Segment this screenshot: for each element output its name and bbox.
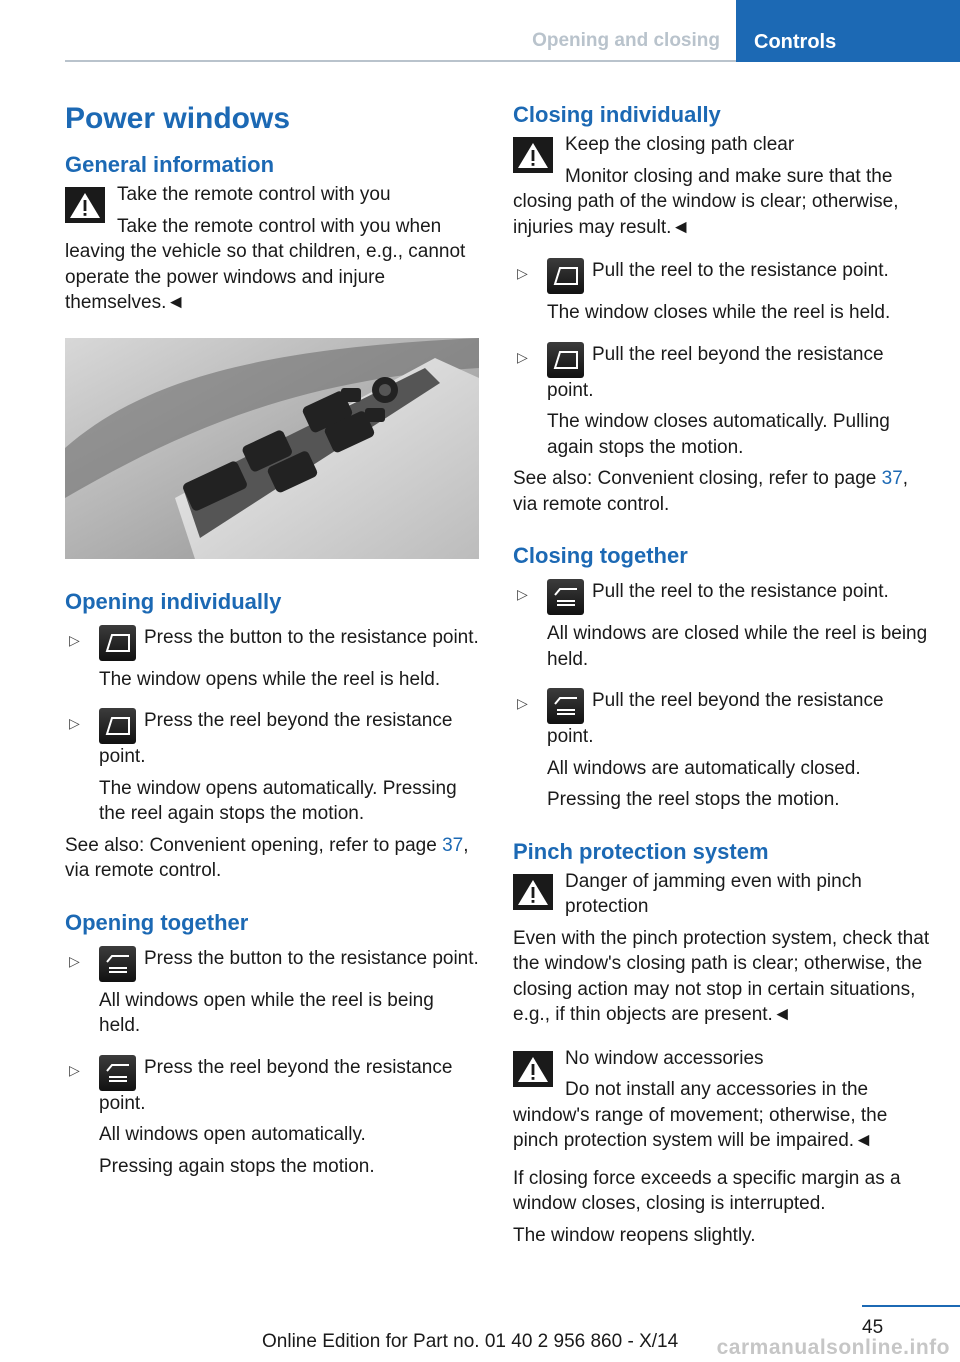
list-item bbox=[65, 946, 479, 1039]
list-item-text: Press the reel beyond the resistance point. bbox=[99, 1056, 453, 1114]
list-item-text: Press the reel beyond the resistance point. bbox=[99, 710, 453, 767]
list-item-text: Press the button to the resistance point. bbox=[144, 947, 479, 969]
left-column bbox=[65, 100, 479, 1179]
bullet-arrow-icon: ▷ bbox=[69, 1061, 80, 1078]
warning-icon bbox=[65, 187, 105, 223]
closing-together-list bbox=[513, 579, 933, 813]
list-item bbox=[65, 1055, 479, 1180]
closing-individually-heading: Closing individually bbox=[513, 102, 721, 127]
page-title: Power windows bbox=[65, 102, 291, 135]
warning-title: Danger of jamming even with pinch protection bbox=[565, 870, 862, 917]
bullet-arrow-icon: ▷ bbox=[517, 348, 528, 365]
bullet-arrow-icon: ▷ bbox=[517, 695, 528, 711]
closing-together-heading: Closing together bbox=[513, 543, 688, 568]
warning-remote-control bbox=[65, 180, 479, 316]
list-item-subtext: The window opens automatically. Pressing the reel again stops the motion. bbox=[99, 777, 457, 824]
warning-icon bbox=[513, 137, 553, 173]
list-item-subtext: All windows open while the reel is being held. bbox=[99, 989, 434, 1036]
list-item-subtext: Pressing the reel stops the motion. bbox=[547, 789, 840, 810]
page-number: 45 bbox=[862, 1317, 884, 1338]
warning-title: Take the remote control with you bbox=[117, 184, 391, 205]
opening-individually-list bbox=[65, 625, 479, 827]
warning-text: Do not install any accessories in the window's range of movement; otherwise, the pinch protection system will be impaired.◄ bbox=[513, 1079, 888, 1151]
see-also-text: , via remote control. bbox=[65, 834, 469, 881]
warning-title: Keep the closing path clear bbox=[565, 134, 795, 155]
list-item bbox=[65, 708, 479, 827]
list-item-subtext: The window opens while the reel is held. bbox=[99, 668, 441, 690]
window-close-button-icon bbox=[547, 342, 584, 378]
reopens-paragraph: The window reopens slightly. bbox=[513, 1224, 756, 1246]
bullet-arrow-icon: ▷ bbox=[69, 715, 80, 731]
general-information-heading: General information bbox=[65, 152, 275, 177]
list-item-subtext: The window closes while the reel is held. bbox=[547, 302, 891, 323]
warning-accessories bbox=[513, 1044, 933, 1154]
opening-together-heading: Opening together bbox=[65, 909, 249, 935]
header-section-title: Opening and closing bbox=[532, 30, 720, 51]
see-also-text: , via remote control. bbox=[513, 468, 909, 515]
list-item bbox=[65, 625, 479, 693]
list-item bbox=[513, 579, 933, 672]
window-close-button-icon bbox=[547, 258, 584, 294]
list-item-subtext: All windows are automatically closed. bbox=[547, 757, 861, 779]
right-column bbox=[513, 100, 933, 1248]
opening-together-list bbox=[65, 946, 479, 1180]
bullet-arrow-icon: ▷ bbox=[69, 631, 80, 648]
list-item-text: Pull the reel beyond the resistance point. bbox=[547, 690, 884, 747]
list-item-subtext: The window closes automatically. Pulling again stops the motion. bbox=[547, 411, 890, 458]
see-also-opening bbox=[65, 833, 479, 884]
all-windows-button-icon bbox=[547, 688, 584, 724]
list-item bbox=[513, 258, 933, 326]
header-tab-controls[interactable]: Controls bbox=[736, 0, 960, 62]
see-also-closing bbox=[513, 466, 933, 517]
list-item-subtext: Pressing again stops the motion. bbox=[99, 1155, 375, 1177]
list-item-text: Pull the reel to the resistance point. bbox=[592, 260, 889, 281]
warning-jamming bbox=[513, 867, 933, 1028]
warning-text: Even with the pinch protection system, check that the window's closing path is clear; otherwise, the closing action may not stop in certain situations, e.g., if thin objects are present.◄ bbox=[513, 927, 930, 1025]
edition-footer: Online Edition for Part no. 01 40 2 956 860 - X/14 bbox=[262, 1331, 679, 1352]
footer-rule bbox=[862, 1305, 960, 1307]
see-also-text: See also: Convenient opening, refer to page bbox=[65, 834, 443, 856]
warning-icon bbox=[513, 1051, 553, 1087]
list-item bbox=[513, 342, 933, 461]
bullet-arrow-icon: ▷ bbox=[69, 952, 80, 969]
closing-force-paragraph: If closing force exceeds a specific margin as a window closes, closing is interrupted. bbox=[513, 1167, 901, 1214]
list-item-subtext: All windows are closed while the reel is being held. bbox=[547, 623, 928, 670]
list-item-text: Press the button to the resistance point. bbox=[144, 626, 479, 648]
all-windows-button-icon bbox=[547, 579, 584, 615]
see-also-text: See also: Convenient closing, refer to page bbox=[513, 468, 882, 489]
warning-text: Monitor closing and make sure that the closing path of the window is clear; otherwise, injuries may result.◄ bbox=[513, 165, 899, 238]
page-link[interactable]: 37 bbox=[442, 834, 464, 856]
warning-icon bbox=[513, 874, 553, 910]
all-windows-button-icon bbox=[99, 1055, 136, 1091]
list-item-subtext: All windows open automatically. bbox=[99, 1124, 366, 1145]
window-switch-photo bbox=[65, 338, 479, 559]
opening-individually-heading: Opening individually bbox=[65, 588, 282, 614]
page-link[interactable]: 37 bbox=[881, 468, 903, 489]
window-open-button-icon bbox=[99, 625, 136, 661]
warning-title: No window accessories bbox=[565, 1047, 764, 1069]
warning-closing-path bbox=[513, 130, 933, 240]
watermark: carmanualsonline.info bbox=[716, 1336, 950, 1359]
closing-individually-list bbox=[513, 258, 933, 460]
warning-text: Take the remote control with you when leaving the vehicle so that children, e.g., cannot operate the power windows and injure themselves.◄ bbox=[65, 215, 466, 313]
list-item-text: Pull the reel beyond the resistance point. bbox=[547, 343, 884, 401]
list-item bbox=[513, 688, 933, 813]
bullet-arrow-icon: ▷ bbox=[517, 586, 528, 602]
window-open-button-icon bbox=[99, 708, 136, 744]
all-windows-button-icon bbox=[99, 946, 136, 982]
bullet-arrow-icon: ▷ bbox=[517, 265, 528, 281]
list-item-text: Pull the reel to the resistance point. bbox=[592, 581, 889, 602]
pinch-protection-heading: Pinch protection system bbox=[513, 838, 769, 864]
